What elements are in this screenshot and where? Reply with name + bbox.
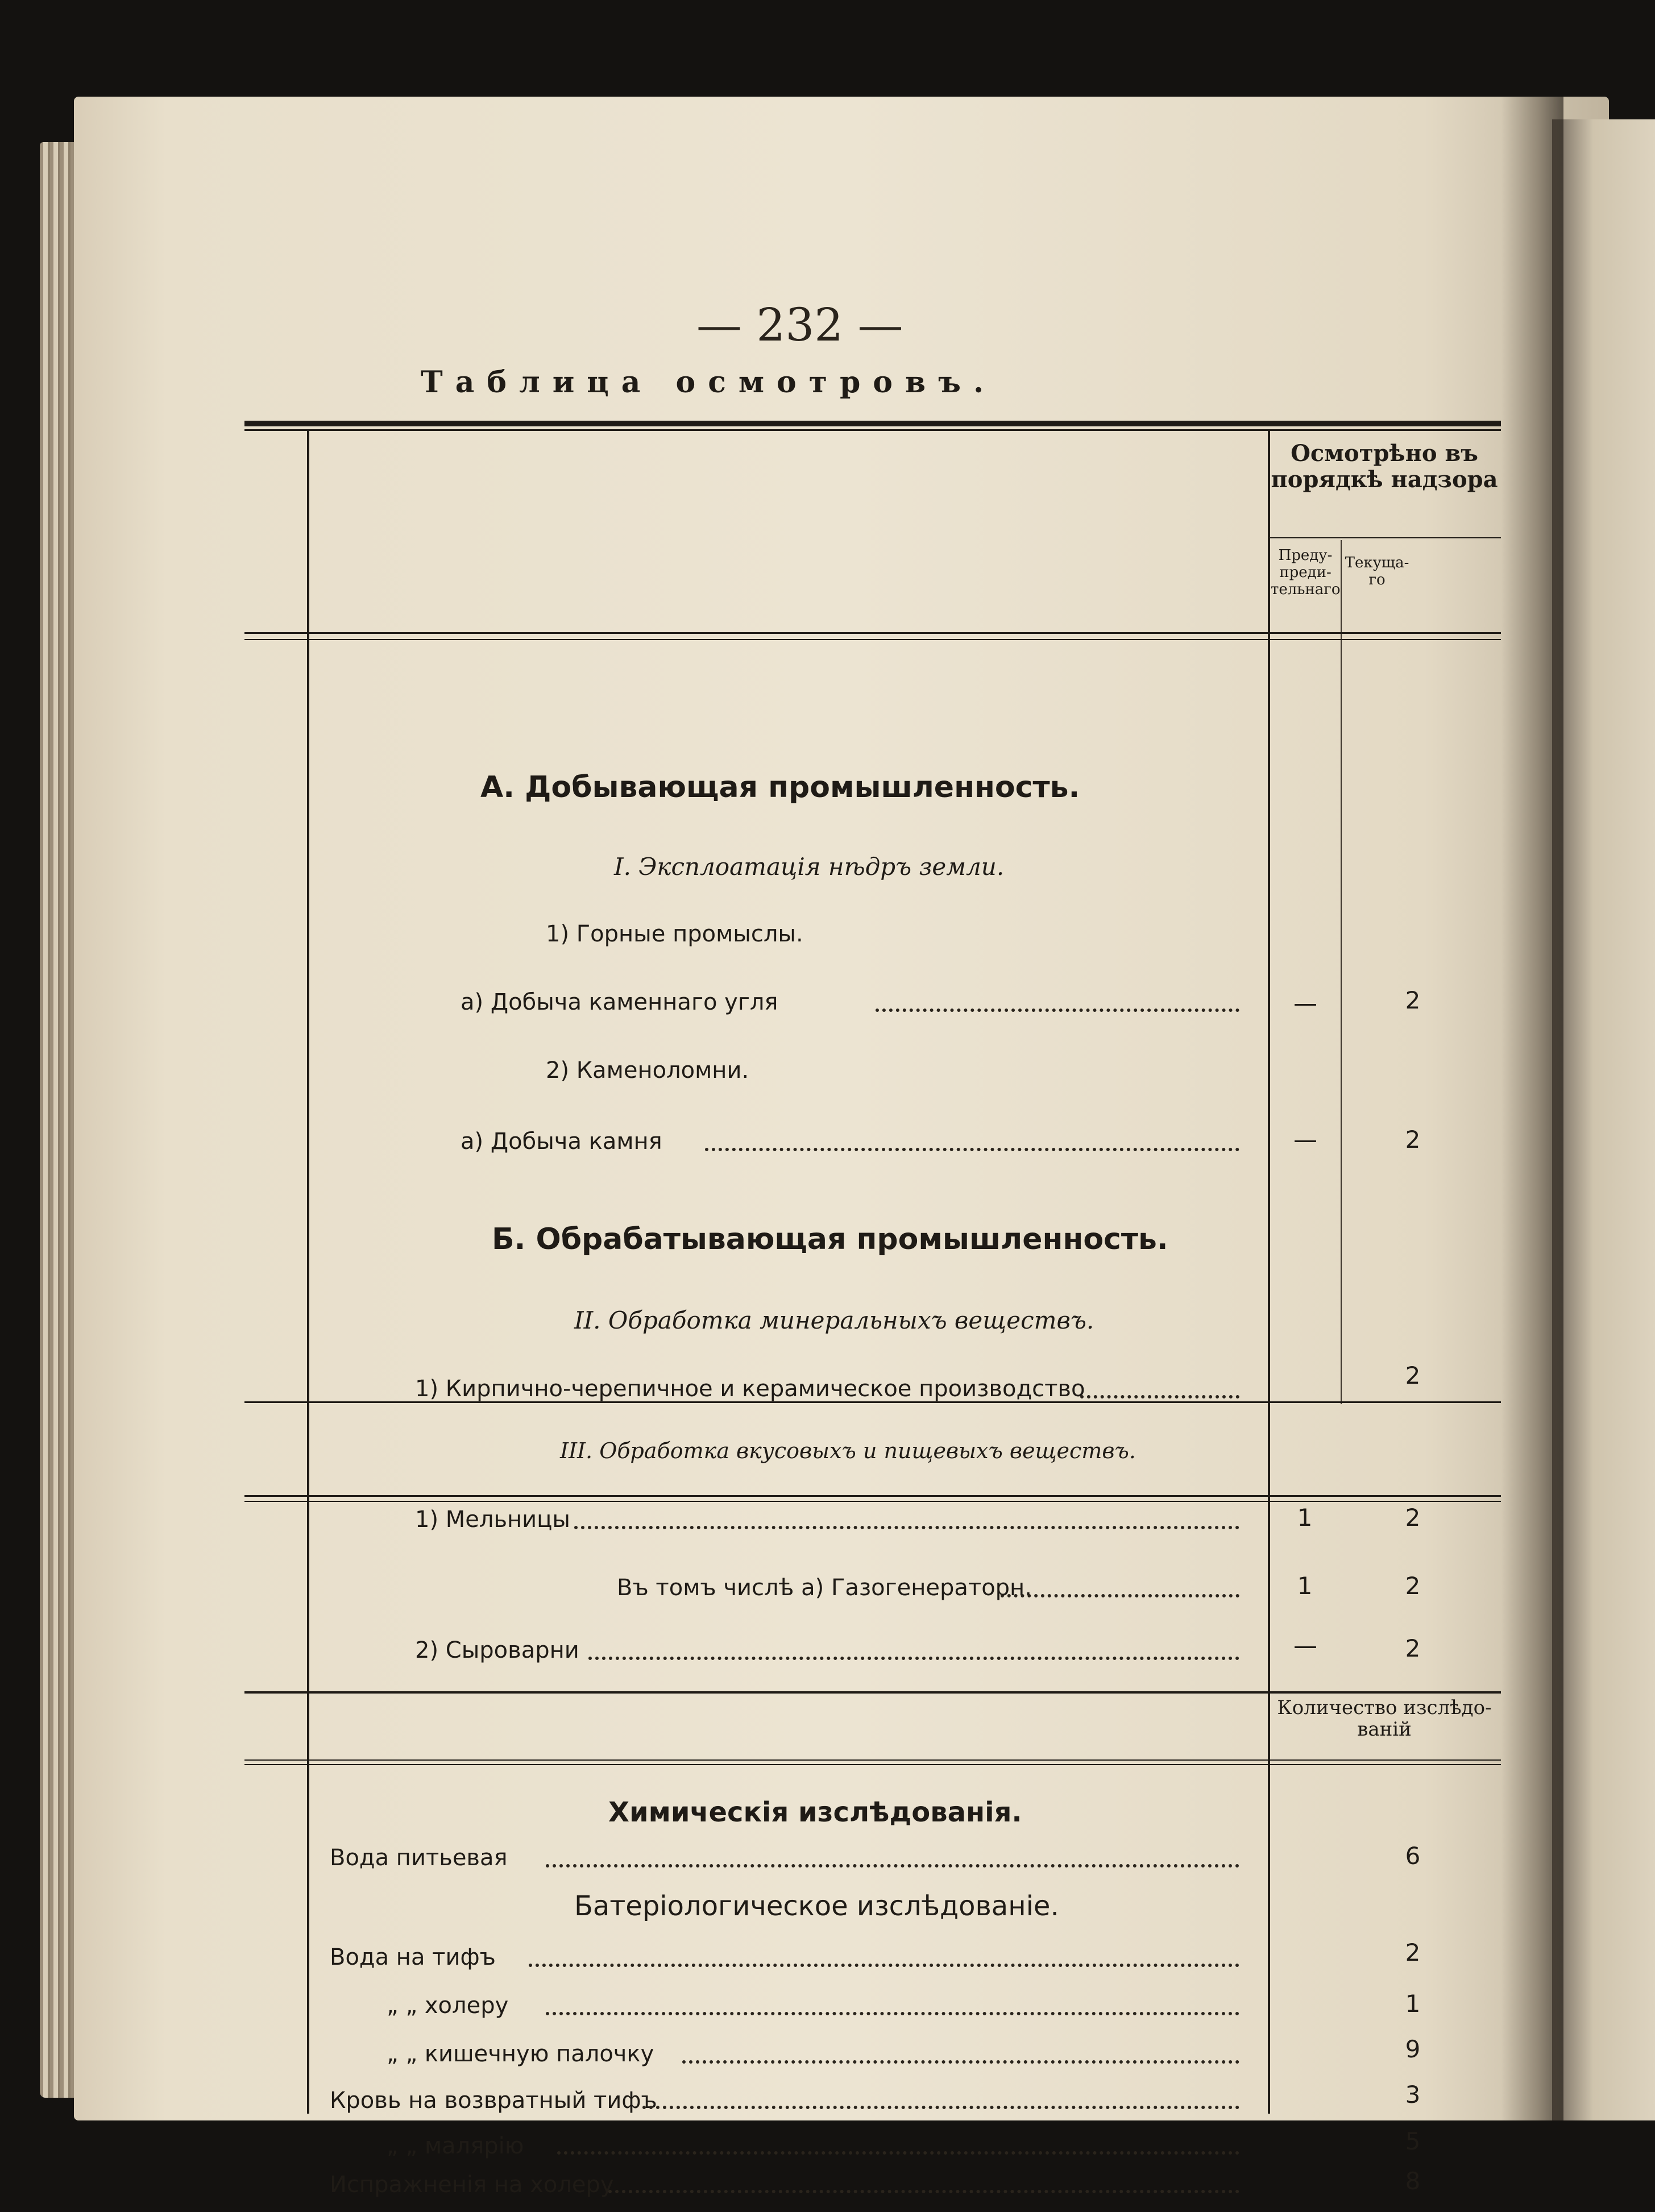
row-stool-label: Испражненія на холеру <box>330 2172 614 2198</box>
row-water-leader <box>546 1862 1239 1867</box>
row-cheese-leader <box>588 1654 1239 1660</box>
row-coli-count: 9 <box>1405 2035 1421 2063</box>
row-stone-leader <box>705 1146 1239 1151</box>
row-water-count: 6 <box>1405 1842 1421 1870</box>
header-inspected: Осмотрѣно въ порядкѣ надзора <box>1271 440 1498 493</box>
page-title: Таблица осмотровъ. <box>421 365 997 400</box>
row-malaria-count: 5 <box>1405 2127 1421 2155</box>
row-mills-leader <box>574 1524 1239 1529</box>
row-gas-leader <box>1001 1592 1239 1597</box>
header-current: Текуща-го <box>1345 554 1409 588</box>
row-relapsing-label: Кровь на возвратный тифъ <box>330 2088 657 2114</box>
header-bottom-rule <box>244 632 1501 634</box>
row-relapsing-count: 3 <box>1405 2081 1421 2109</box>
row-mills-preventive: 1 <box>1297 1504 1313 1532</box>
table-columns-divider <box>1341 540 1342 1404</box>
row-coli-leader <box>682 2058 1239 2064</box>
item-mining: 1) Горные промыслы. <box>546 921 803 947</box>
row-mills-current: 2 <box>1405 1504 1421 1532</box>
row-stone-current: 2 <box>1405 1126 1421 1153</box>
row-typhus-label: Вода на тифъ <box>330 1944 496 1970</box>
row-cheese-preventive: — <box>1293 1632 1317 1659</box>
subsection-earth: I. Эксплоатація нѣдръ земли. <box>614 853 1005 881</box>
row-coal-leader <box>876 1006 1239 1012</box>
row-coli-label: „ „ кишечную палочку <box>387 2041 654 2067</box>
row-cheese-current: 2 <box>1405 1634 1421 1662</box>
row-brick-label: 1) Кирпично-черепичное и керамическое производство <box>415 1376 1085 1402</box>
row-coal-preventive: — <box>1293 989 1317 1017</box>
table2-header-rule <box>244 1495 1501 1497</box>
row-malaria-label: „ „ малярію <box>387 2133 524 2159</box>
item-quarries: 2) Каменоломни. <box>546 1057 749 1084</box>
row-stone-label: а) Добыча камня <box>461 1128 662 1155</box>
row-mills-label: 1) Мельницы <box>415 1507 570 1533</box>
subsection-food: III. Обработка вкусовыхъ и пищевыхъ веществъ. <box>560 1438 1136 1463</box>
row-cholera-leader <box>546 2010 1239 2015</box>
row-typhus-leader <box>529 1961 1239 1967</box>
table2-header-bottom <box>244 1759 1501 1761</box>
header-bottom-rule-thin <box>244 639 1501 640</box>
row-water-label: Вода питьевая <box>330 1845 508 1871</box>
row-cholera-label: „ „ холеру <box>387 1993 509 2019</box>
page-number: — 232 — <box>696 298 903 351</box>
header-count: Количество изслѣдо-ваній <box>1277 1696 1492 1741</box>
section-chemical: Химическія изслѣдованія. <box>608 1796 1022 1828</box>
table-top-rule <box>244 421 1501 426</box>
row-gas-preventive: 1 <box>1297 1572 1313 1600</box>
subsection-mineral: II. Обработка минеральныхъ веществъ. <box>574 1306 1094 1334</box>
table2-header-bottom-thin <box>244 1764 1501 1765</box>
table2-top-rule-main <box>244 1691 1501 1694</box>
row-gas-label: Въ томъ числѣ а) Газогенераторн. <box>617 1575 1032 1601</box>
row-stool-count: 8 <box>1405 2167 1421 2195</box>
header-preventive: Преду-преди-тельнаго <box>1271 547 1341 598</box>
table-left-rule <box>307 431 309 2114</box>
row-cholera-count: 1 <box>1405 1990 1421 2018</box>
section-extractive: А. Добывающая промышленность. <box>480 770 1080 804</box>
section-bacteriological: Батеріологическое изслѣдованіе. <box>574 1890 1059 1922</box>
row-coal-current: 2 <box>1405 986 1421 1014</box>
row-cheese-label: 2) Сыроварни <box>415 1637 579 1663</box>
facing-page <box>1552 119 1655 2120</box>
row-typhus-count: 2 <box>1405 1939 1421 1966</box>
row-gas-current: 2 <box>1405 1572 1421 1600</box>
row-stone-preventive: — <box>1293 1126 1317 1153</box>
section-manufacturing: Б. Обрабатывающая промышленность. <box>492 1222 1168 1256</box>
table-values-rule <box>1268 431 1270 2114</box>
row-stool-leader <box>608 2188 1239 2193</box>
row-malaria-leader <box>557 2149 1239 2155</box>
table-top-rule-thin <box>244 429 1501 431</box>
row-brick-current: 2 <box>1405 1362 1421 1389</box>
row-coal-label: а) Добыча каменнаго угля <box>461 989 778 1015</box>
row-relapsing-leader <box>642 2103 1239 2109</box>
header-divider <box>1269 537 1501 538</box>
row-brick-leader <box>1080 1393 1239 1398</box>
book-gutter <box>1501 97 1563 2120</box>
table2-header-rule-thin <box>244 1501 1501 1502</box>
